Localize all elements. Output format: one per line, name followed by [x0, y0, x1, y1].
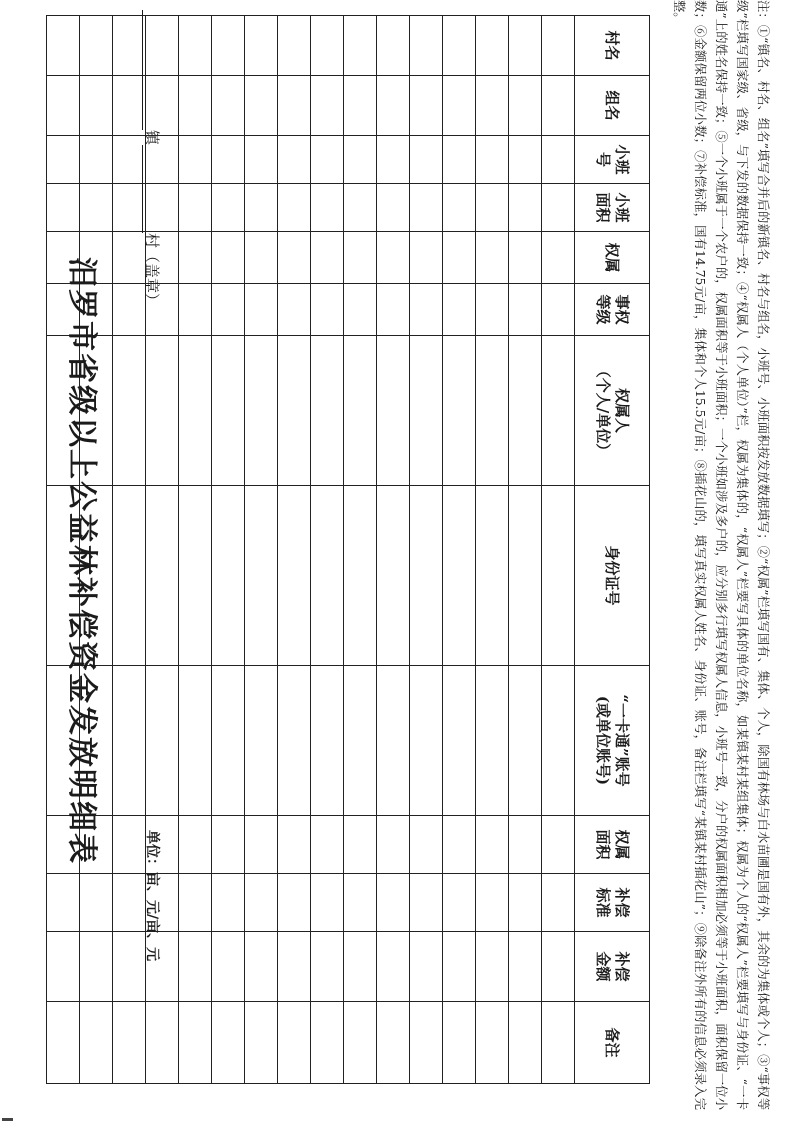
- town-label: 镇: [143, 130, 161, 146]
- table-cell: [278, 232, 311, 284]
- table-cell: [311, 232, 344, 284]
- table-cell: [542, 16, 575, 76]
- table-cell: [542, 1002, 575, 1084]
- table-cell: [476, 874, 509, 932]
- table-cell: [344, 816, 377, 874]
- table-cell: [476, 932, 509, 1002]
- table-cell: [146, 336, 179, 486]
- table-cell: [377, 932, 410, 1002]
- table-cell: [344, 76, 377, 136]
- header-sub-compartment-no: 小班 号: [575, 136, 650, 184]
- table-cell: [245, 136, 278, 184]
- table-cell: [509, 486, 542, 666]
- table-row: [311, 16, 344, 1084]
- table-cell: [212, 232, 245, 284]
- table-cell: [113, 874, 146, 932]
- table-cell: [377, 284, 410, 336]
- table-cell: [410, 16, 443, 76]
- table-cell: [542, 136, 575, 184]
- table-cell: [278, 184, 311, 232]
- table-cell: [212, 486, 245, 666]
- table-cell: [179, 76, 212, 136]
- table-cell: [377, 336, 410, 486]
- table-cell: [344, 136, 377, 184]
- table-cell: [509, 136, 542, 184]
- table-header-row: [575, 16, 650, 1084]
- header-ownership-area: 权属 面积: [575, 816, 650, 874]
- table-cell: [377, 16, 410, 76]
- table-cell: [377, 184, 410, 232]
- table-cell: [344, 284, 377, 336]
- table-cell: [311, 816, 344, 874]
- table-cell: [278, 874, 311, 932]
- table-cell: [245, 666, 278, 816]
- table-cell: [311, 932, 344, 1002]
- table-cell: [377, 136, 410, 184]
- table-cell: [278, 136, 311, 184]
- table-cell: [443, 666, 476, 816]
- table-cell: [113, 184, 146, 232]
- header-sub-compartment-area: 小班 面积: [575, 184, 650, 232]
- unit-label: 单位：亩、元/亩、元: [144, 830, 160, 962]
- table-cell: [311, 76, 344, 136]
- table-cell: [443, 932, 476, 1002]
- header-id-number: 身份证号: [575, 486, 650, 666]
- header-authority-level: 事权 等级: [575, 284, 650, 336]
- table-cell: [113, 932, 146, 1002]
- table-cell: [278, 816, 311, 874]
- table-cell: [245, 336, 278, 486]
- table-cell: [476, 284, 509, 336]
- table-cell: [476, 76, 509, 136]
- table-cell: [443, 16, 476, 76]
- table-row: [443, 16, 476, 1084]
- table-cell: [509, 16, 542, 76]
- table-cell: [509, 1002, 542, 1084]
- table-cell: [311, 136, 344, 184]
- village-blank: [142, 145, 157, 233]
- table-body: [47, 16, 650, 1084]
- table-cell: [377, 486, 410, 666]
- table-cell: [344, 336, 377, 486]
- table-cell: [542, 232, 575, 284]
- table-cell: [509, 874, 542, 932]
- table-cell: [410, 486, 443, 666]
- table-cell: [179, 1002, 212, 1084]
- table-cell: [113, 284, 146, 336]
- table-cell: [245, 284, 278, 336]
- table-cell: [377, 1002, 410, 1084]
- table-cell: [410, 874, 443, 932]
- table-cell: [344, 184, 377, 232]
- table-cell: [344, 874, 377, 932]
- table-cell: [476, 666, 509, 816]
- table-cell: [278, 932, 311, 1002]
- table-cell: [410, 284, 443, 336]
- notes-text: 注：①“镇名、村名、组名”填写合并后的新镇名、村名与组名，小班号、小班面积按发放数据填写；②“权属”栏填写国有、集体、个人，除国有林场与白水苗圃是国有外，其余的为集体或个人；③“事权等级”栏填写国家级、省级，与下发的数据保持一致；④“权属人（个人单位）”栏，权属为集体的，“权属人”栏要写具体的单位名称，如某镇某村某组集体；权属为个人的“权属人”栏要填写与身份证、“一卡通”上的姓名保持一致；⑤一个小班属于一个农户的，权属面积等于小班面积；一个小班如涉及多户的，应分别多行填写权属人信息，小班号一致，分户的权属面积相加必须等于小班面积，面积保留一位小数；⑥金额保留两位小数；⑦补偿标准，国有14.75元/亩，集体和个人15.5元/亩；⑧插花山的，填写真实权属人姓名、身份证、账号，备注栏填写“某镇某村插花山”；⑨除备注外所有的信息必须录入完整。: [672, 0, 770, 1110]
- table-row: [212, 16, 245, 1084]
- table-cell: [509, 232, 542, 284]
- table-cell: [476, 16, 509, 76]
- table-cell: [377, 666, 410, 816]
- table-cell: [377, 232, 410, 284]
- table-cell: [278, 486, 311, 666]
- table-cell: [278, 1002, 311, 1084]
- table-cell: [344, 16, 377, 76]
- table-row: [113, 16, 146, 1084]
- table-row: [476, 16, 509, 1084]
- table-cell: [212, 136, 245, 184]
- table-cell: [542, 486, 575, 666]
- table-cell: [410, 232, 443, 284]
- table-cell: [443, 284, 476, 336]
- table-cell: [278, 666, 311, 816]
- table-cell: [344, 486, 377, 666]
- table-cell: [344, 666, 377, 816]
- table-cell: [509, 932, 542, 1002]
- table-cell: [311, 284, 344, 336]
- table-cell: [179, 666, 212, 816]
- table-cell: [311, 486, 344, 666]
- table-cell: [311, 1002, 344, 1084]
- scan-mark: [2, 1118, 13, 1121]
- table-cell: [377, 874, 410, 932]
- table-cell: [542, 284, 575, 336]
- table-cell: [476, 232, 509, 284]
- table-cell: [146, 666, 179, 816]
- table-cell: [377, 76, 410, 136]
- table-cell: [212, 816, 245, 874]
- table-cell: [311, 336, 344, 486]
- table-cell: [245, 816, 278, 874]
- table-cell: [179, 816, 212, 874]
- table-cell: [113, 816, 146, 874]
- table-cell: [212, 666, 245, 816]
- table-row: [410, 16, 443, 1084]
- table-cell: [245, 232, 278, 284]
- table-cell: [311, 16, 344, 76]
- table-cell: [443, 874, 476, 932]
- table-cell: [410, 816, 443, 874]
- table-cell: [542, 666, 575, 816]
- table-cell: [179, 16, 212, 76]
- table-cell: [179, 486, 212, 666]
- table-cell: [509, 336, 542, 486]
- table-cell: [212, 184, 245, 232]
- table-cell: [245, 1002, 278, 1084]
- table-row: [179, 16, 212, 1084]
- table-cell: [443, 76, 476, 136]
- table-cell: [311, 666, 344, 816]
- table-cell: [179, 874, 212, 932]
- table-cell: [509, 184, 542, 232]
- table-cell: [410, 932, 443, 1002]
- compensation-table: [46, 15, 650, 1084]
- table-row: [509, 16, 542, 1084]
- table-cell: [443, 486, 476, 666]
- table-cell: [113, 666, 146, 816]
- table-cell: [113, 486, 146, 666]
- table-cell: [113, 76, 146, 136]
- table-cell: [179, 336, 212, 486]
- table-cell: [113, 1002, 146, 1084]
- table-cell: [344, 232, 377, 284]
- table-row: [377, 16, 410, 1084]
- table-cell: [443, 184, 476, 232]
- table-cell: [443, 336, 476, 486]
- header-owner: 权属人 （个人/单位）: [575, 336, 650, 486]
- table-cell: [245, 16, 278, 76]
- table-cell: [113, 136, 146, 184]
- table-cell: [278, 76, 311, 136]
- table-cell: [509, 76, 542, 136]
- table-cell: [476, 184, 509, 232]
- table-cell: [443, 232, 476, 284]
- table-cell: [311, 184, 344, 232]
- table-cell: [542, 932, 575, 1002]
- table-cell: [179, 932, 212, 1002]
- table-cell: [443, 816, 476, 874]
- table-cell: [113, 336, 146, 486]
- table-cell: [212, 76, 245, 136]
- header-ownership: 权属: [575, 232, 650, 284]
- table-cell: [542, 184, 575, 232]
- table-cell: [212, 336, 245, 486]
- header-account-number: “一卡通”账号 (或单位账号): [575, 666, 650, 816]
- table-cell: [311, 874, 344, 932]
- header-compensation-amount: 补偿 金额: [575, 932, 650, 1002]
- table-cell: [245, 874, 278, 932]
- table-cell: [179, 184, 212, 232]
- table-cell: [410, 76, 443, 136]
- table-cell: [410, 336, 443, 486]
- table-cell: [542, 874, 575, 932]
- header-remarks: 备注: [575, 1002, 650, 1084]
- table-row: [542, 16, 575, 1084]
- table-cell: [443, 1002, 476, 1084]
- table-cell: [410, 136, 443, 184]
- table-cell: [542, 816, 575, 874]
- table-cell: [509, 666, 542, 816]
- table-cell: [245, 76, 278, 136]
- table-cell: [146, 486, 179, 666]
- table-cell: [476, 136, 509, 184]
- table-cell: [476, 336, 509, 486]
- table-cell: [344, 932, 377, 1002]
- table-row: [344, 16, 377, 1084]
- table-cell: [476, 816, 509, 874]
- table-cell: [476, 486, 509, 666]
- table-row: [245, 16, 278, 1084]
- table-row: [278, 16, 311, 1084]
- table-cell: [113, 232, 146, 284]
- table-cell: [443, 136, 476, 184]
- page-title: 汨罗市省级以上公益林补偿资金发放明细表: [64, 257, 99, 865]
- table-cell: [410, 1002, 443, 1084]
- table-cell: [245, 184, 278, 232]
- table-cell: [212, 284, 245, 336]
- table-cell: [410, 666, 443, 816]
- table-cell: [509, 816, 542, 874]
- location-line: [142, 10, 163, 308]
- table-cell: [212, 16, 245, 76]
- header-group-name: 组名: [575, 76, 650, 136]
- table-cell: [212, 1002, 245, 1084]
- table-cell: [278, 284, 311, 336]
- table-cell: [245, 486, 278, 666]
- table-cell: [542, 76, 575, 136]
- table-cell: [245, 932, 278, 1002]
- table-cell: [212, 932, 245, 1002]
- table-cell: [278, 16, 311, 76]
- table-cell: [179, 136, 212, 184]
- table-cell: [146, 1002, 179, 1084]
- header-compensation-rate: 补偿 标准: [575, 874, 650, 932]
- village-label: 村（盖章）: [143, 233, 161, 309]
- table-cell: [476, 1002, 509, 1084]
- table-cell: [344, 1002, 377, 1084]
- table-cell: [542, 336, 575, 486]
- table-cell: [179, 232, 212, 284]
- table-cell: [212, 874, 245, 932]
- table-cell: [377, 816, 410, 874]
- table-cell: [113, 16, 146, 76]
- table-cell: [179, 284, 212, 336]
- table-cell: [410, 184, 443, 232]
- town-blank: [142, 10, 157, 130]
- header-village-name: 村名: [575, 16, 650, 76]
- table-cell: [509, 284, 542, 336]
- table-cell: [278, 336, 311, 486]
